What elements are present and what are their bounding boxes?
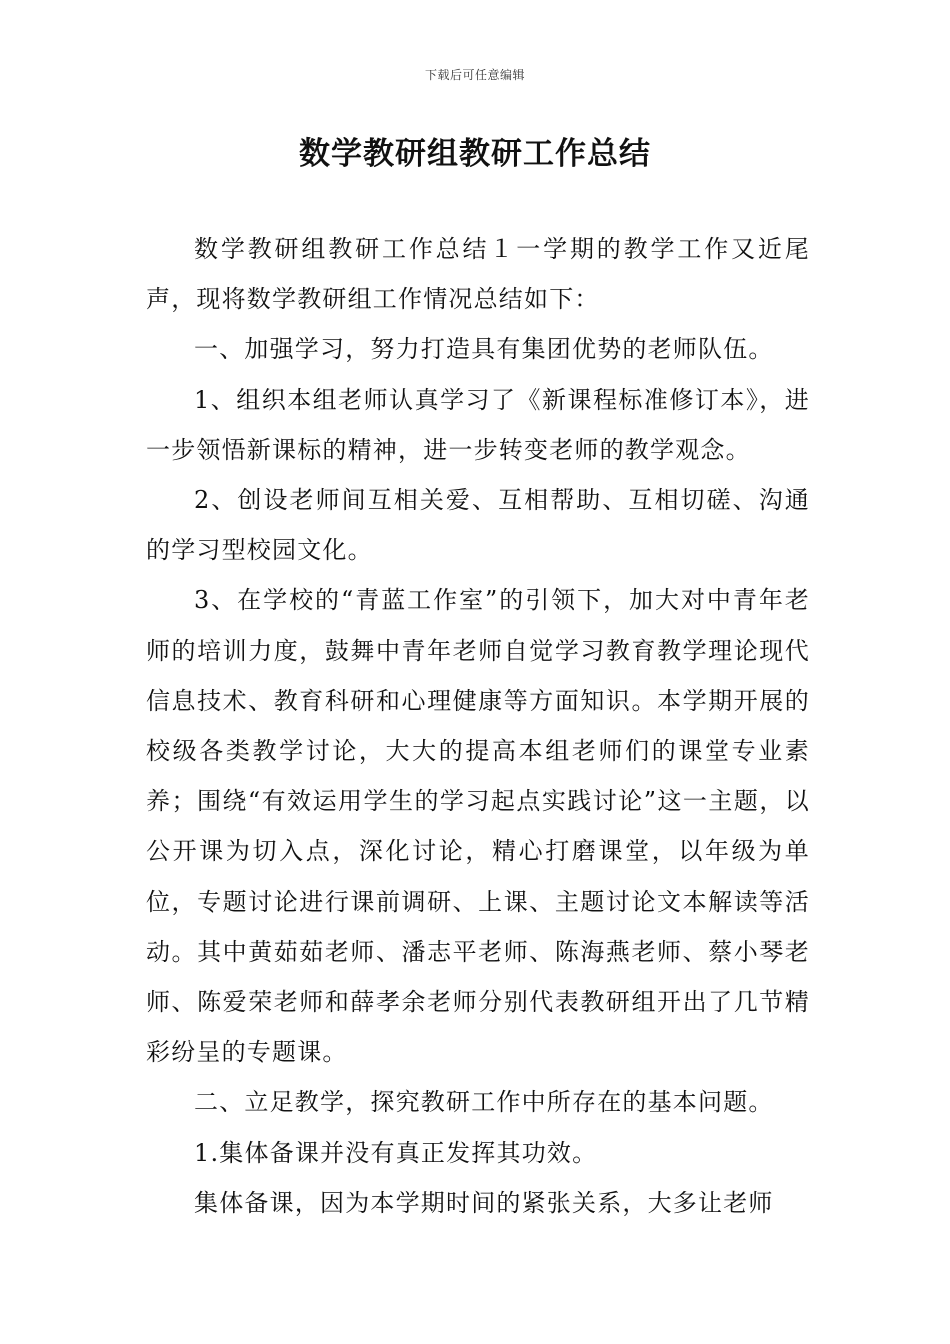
document-title: 数学教研组教研工作总结 (299, 136, 651, 172)
document-body (146, 224, 810, 1228)
paragraph-section-1-heading: 一、加强学习，努力打造具有集团优势的老师队伍。 (194, 335, 774, 364)
paragraph-section-2-heading: 二、立足教学，探究教研工作中所存在的基本问题。 (194, 1088, 774, 1117)
paragraph-item-1: 1、组织本组老师认真学习了《新课程标准修订本》，进一步领悟新课标的精神，进一步转变老师的教学观念。 (146, 385, 810, 464)
paragraph-item-2: 2、创设老师间互相关爱、互相帮助、互相切磋、沟通的学习型校园文化。 (146, 486, 810, 565)
paragraph-continued: 集体备课，因为本学期时间的紧张关系，大多让老师 (194, 1188, 774, 1217)
paragraph-intro: 数学教研组教研工作总结１一学期的教学工作又近尾声，现将数学教研组工作情况总结如下： (146, 235, 810, 314)
header-note: 下载后可任意编辑 (424, 68, 525, 82)
paragraph-item-3: 3、在学校的“青蓝工作室”的引领下，加大对中青年老师的培训力度，鼓舞中青年老师自觉学习教育教学理论现代信息技术、教育科研和心理健康等方面知识。本学期开展的校级各类教学讨论，大大的提高本组老师们的课堂专业素养；围绕“有效运用学生的学习起点实践讨论”这一主题，以公开课为切入点，深化讨论，精心打磨课堂，以年级为单位，专题讨论进行课前调研、上课、主题讨论文本解读等活动。其中黄茹茹老师、潘志平老师、陈海燕老师、蔡小琴老师、陈爱荣老师和薛孝余老师分别代表教研组开出了几节精彩纷呈的专题课。 (146, 586, 810, 1067)
paragraph-subitem-1: 1.集体备课并没有真正发挥其功效。 (194, 1138, 598, 1167)
